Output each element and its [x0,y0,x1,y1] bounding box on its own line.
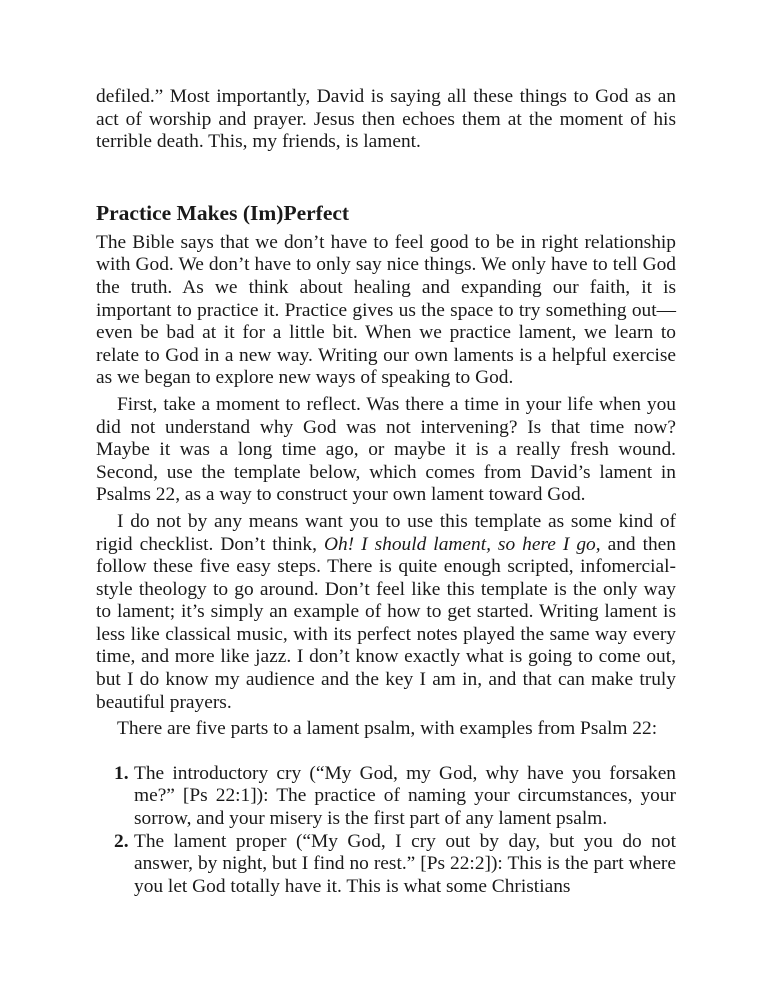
section-heading: Practice Makes (Im)Perfect [96,200,350,225]
paragraph-3-text-start: I do not by any means want you to use this template as some kind of rigid checklist. Don’t think, [96,510,676,555]
list-item [96,763,676,831]
body-paragraph-3 [96,511,676,714]
list-item-text: The introductory cry (“My God, my God, why have you forsaken me?” [Ps 22:1]): The practice of naming your circumstances, your sorrow, and your misery is the first part of any lament psalm. [134,762,676,830]
list-item [96,831,676,899]
list-item-number: 2. [114,830,129,852]
body-paragraph-2: First, take a moment to reflect. Was there a time in your life when you did not understand why God was not intervening? Is that time now? Maybe it was a long time ago, or maybe it is a really fresh wound. Second, use the template below, which comes from David’s lament in Psalms 22, as a way to construct your own lament toward God. [96,393,676,506]
paragraph-3-text-end: , and then follow these five easy steps. There is quite enough scripted, infomercial-style theology to go around. Don’t feel like this template is the only way to lament; it’s simply an example of how to get started. Writing lament is less like classical music, with its perfect notes played the same way every time, and more like jazz. I don’t know exactly what is going to come out, but I do know my audience and the key I am in, and that can make truly beautiful prayers. [96,533,676,713]
lament-parts-list [96,763,676,899]
body-paragraph-4: There are five parts to a lament psalm, with examples from Psalm 22: [117,718,658,740]
paragraph-3-italic-phrase: Oh! I should lament, so here I go [323,533,596,555]
list-item-number: 1. [114,762,129,784]
list-item-text: The lament proper (“My God, I cry out by day, but you do not answer, by night, but I find no rest.” [Ps 22:2]): This is the part where you let God totally have it. This is what some Christians [134,830,676,897]
body-paragraph-1: The Bible says that we don’t have to feel good to be in right relationship with God. We don’t have to only say nice things. We only have to tell God the truth. As we think about healing and expanding our faith, it is important to practice it. Practice gives us the space to try something out—even be bad at it for a little bit. When we practice lament, we learn to relate to God in a new way. Writing our own laments is a helpful exercise as we began to explore new ways of speaking to God. [96,231,676,389]
book-page [96,86,676,898]
opening-paragraph: defiled.” Most importantly, David is saying all these things to God as an act of worship and prayer. Jesus then echoes them at the moment of his terrible death. This, my friends, is lament. [96,86,676,153]
